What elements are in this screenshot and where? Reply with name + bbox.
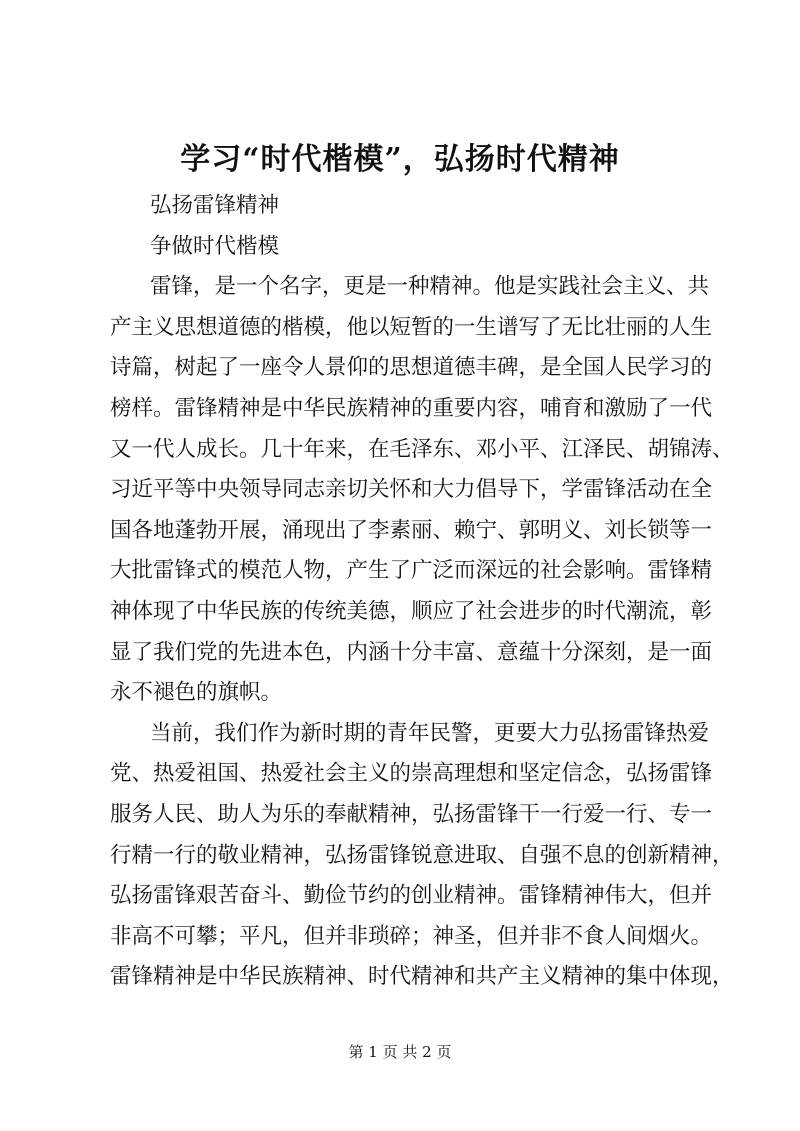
paragraph-line: 大批雷锋式的模范人物，产生了广泛而深远的社会影响。雷锋精	[110, 558, 713, 584]
paragraph	[110, 714, 734, 998]
paragraph-line: 非高不可攀；平凡，但并非琐碎；神圣，但并非不食人间烟火。	[110, 923, 713, 949]
paragraph-line: 神体现了中华民族的传统美德，顺应了社会进步的时代潮流，彰	[110, 598, 713, 624]
paragraph-line: 国各地蓬勃开展，涌现出了李素丽、赖宁、郭明义、刘长锁等一	[110, 517, 713, 543]
paragraph-line: 产主义思想道德的楷模，他以短暂的一生谱写了无比壮丽的人生	[110, 314, 713, 340]
paragraph-line: 显了我们党的先进本色，内涵十分丰富、意蕴十分深刻，是一面	[110, 639, 713, 665]
paragraph-line: 诗篇，树起了一座令人景仰的思想道德丰碑，是全国人民学习的	[110, 355, 713, 381]
paragraph-line: 永不褪色的旗帜。	[110, 680, 283, 706]
paragraph-line: 弘扬雷锋艰苦奋斗、勤俭节约的创业精神。雷锋精神伟大，但并	[110, 883, 713, 909]
page-footer: 第 1 页 共 2 页	[348, 1043, 452, 1061]
paragraph	[110, 267, 734, 714]
document-body	[110, 186, 734, 998]
document-title: 学习“时代楷模”，弘扬时代精神	[180, 142, 620, 177]
paragraph-line: 榜样。雷锋精神是中华民族精神的重要内容，哺育和激励了一代	[110, 395, 713, 421]
subheading: 弘扬雷锋精神	[150, 193, 280, 218]
paragraph-line: 行精一行的敬业精神，弘扬雷锋锐意进取、自强不息的创新精神，	[110, 842, 734, 868]
paragraph-line: 党、热爱祖国、热爱社会主义的崇高理想和坚定信念，弘扬雷锋	[110, 761, 713, 787]
paragraph-line: 习近平等中央领导同志亲切关怀和大力倡导下，学雷锋活动在全	[110, 477, 713, 503]
paragraph-line: 又一代人成长。几十年来，在毛泽东、邓小平、江泽民、胡锦涛、	[110, 436, 734, 462]
paragraph-line: 雷锋，是一个名字，更是一种精神。他是实践社会主义、共	[150, 274, 710, 300]
paragraph-line: 服务人民、助人为乐的奉献精神，弘扬雷锋干一行爱一行、专一	[110, 801, 713, 827]
paragraph-line: 雷锋精神是中华民族精神、时代精神和共产主义精神的集中体现，	[110, 964, 734, 990]
subheading: 争做时代楷模	[150, 233, 280, 259]
paragraph-line: 当前，我们作为新时期的青年民警，更要大力弘扬雷锋热爱	[150, 720, 710, 746]
